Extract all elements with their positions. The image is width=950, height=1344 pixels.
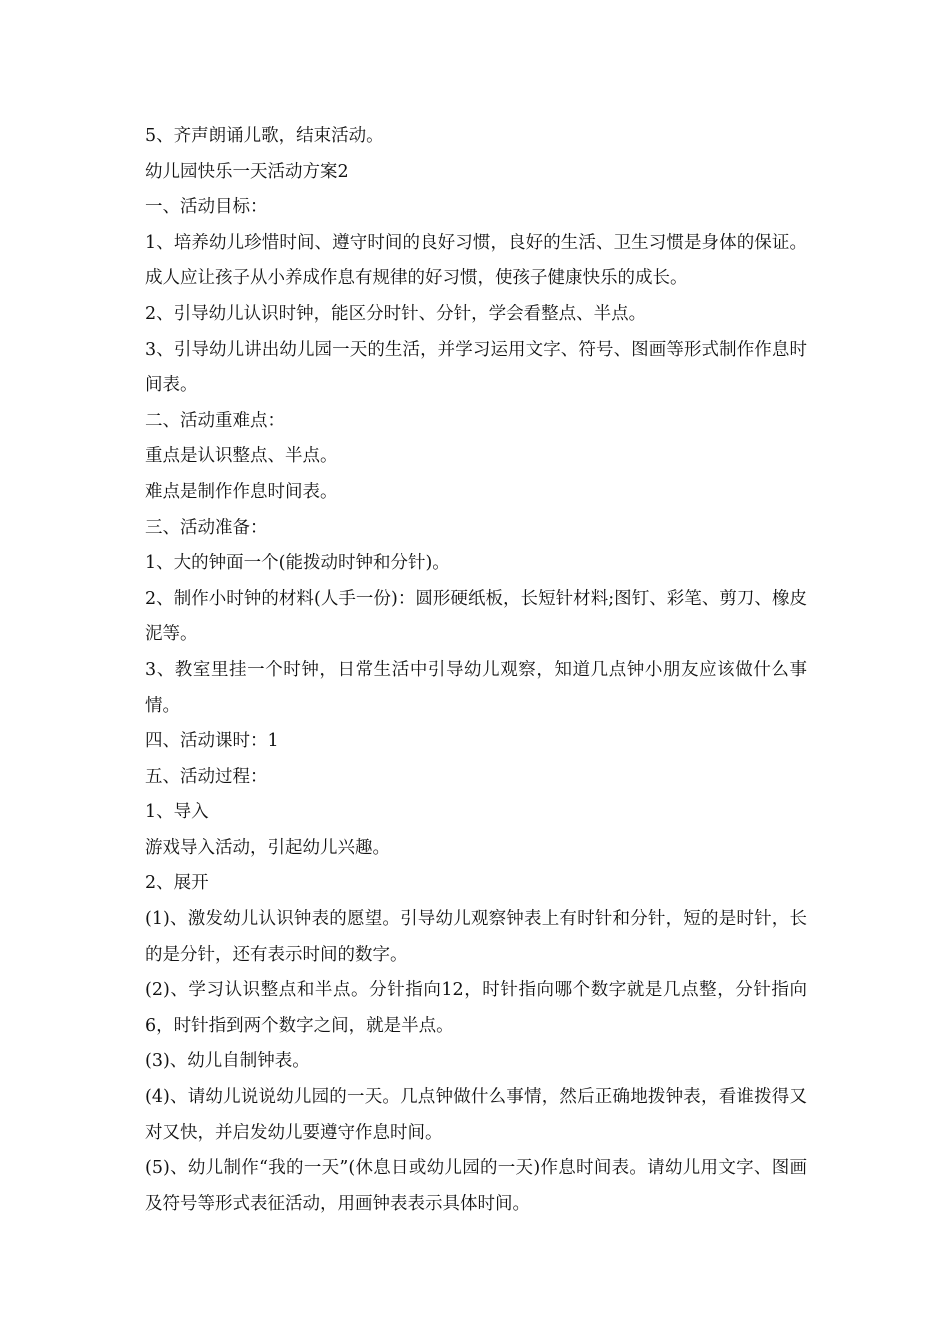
goal-item-2: 2、引导幼儿认识时钟，能区分时针、分针，学会看整点、半点。 (145, 303, 647, 324)
develop-item-3: (3)、幼儿自制钟表。 (145, 1051, 310, 1072)
develop-item-1: (1)、激发幼儿认识钟表的愿望。引导幼儿观察钟表上有时针和分针，短的是时针，长的是分针，还有表示时间的数字。 (145, 909, 807, 965)
paragraph-ending-step: 5、齐声朗诵儿歌，结束活动。 (145, 126, 384, 146)
document-body (145, 119, 807, 1222)
heading-activity-process: 五、活动过程： (145, 766, 268, 787)
develop-item-2: (2)、学习认识整点和半点。分针指向12，时针指向哪个数字就是几点整，分针指向6，时针指到两个数字之间，就是半点。 (145, 980, 807, 1036)
heading-class-hours: 四、活动课时：1 (145, 731, 279, 752)
heading-key-difficult-points: 二、活动重难点： (145, 410, 285, 431)
key-point: 重点是认识整点、半点。 (145, 446, 338, 467)
heading-preparation: 三、活动准备： (145, 517, 268, 538)
heading-activity-goals: 一、活动目标： (145, 197, 268, 218)
process-step-develop: 2、展开 (145, 873, 209, 894)
process-step-intro: 1、导入 (145, 802, 209, 823)
preparation-item-2: 2、制作小时钟的材料(人手一份)：圆形硬纸板，长短针材料;图钉、彩笔、剪刀、橡皮泥等。 (145, 588, 807, 645)
process-intro-text: 游戏导入活动，引起幼儿兴趣。 (145, 837, 390, 858)
difficult-point: 难点是制作作息时间表。 (145, 481, 338, 502)
goal-item-1: 1、培养幼儿珍惜时间、遵守时间的良好习惯，良好的生活、卫生习惯是身体的保证。成人应让孩子从小养成作息有规律的好习惯，使孩子健康快乐的成长。 (145, 232, 807, 289)
develop-item-4: (4)、请幼儿说说幼儿园的一天。几点钟做什么事情，然后正确地拨钟表，看谁拨得又对又快，并启发幼儿要遵守作息时间。 (145, 1087, 807, 1143)
preparation-item-1: 1、大的钟面一个(能拨动时钟和分针)。 (145, 553, 450, 574)
develop-item-5: (5)、幼儿制作“我的一天”(休息日或幼儿园的一天)作息时间表。请幼儿用文字、图画及符号等形式表征活动，用画钟表表示具体时间。 (145, 1158, 807, 1214)
goal-item-3: 3、引导幼儿讲出幼儿园一天的生活，并学习运用文字、符号、图画等形式制作作息时间表。 (145, 339, 807, 396)
preparation-item-3: 3、教室里挂一个时钟，日常生活中引导幼儿观察，知道几点钟小朋友应该做什么事情。 (145, 659, 807, 716)
section-title-plan-2: 幼儿园快乐一天活动方案2 (145, 161, 349, 182)
